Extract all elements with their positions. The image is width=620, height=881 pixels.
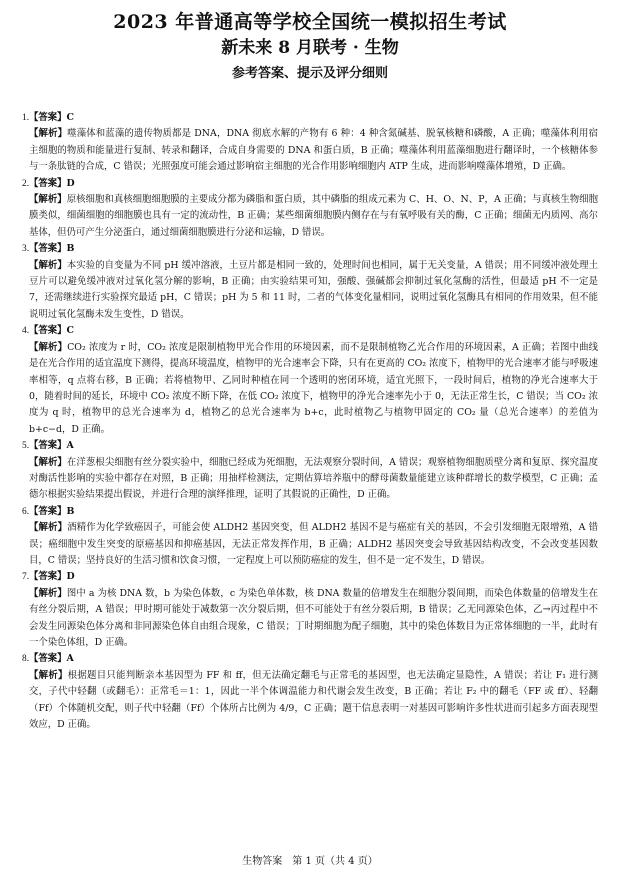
analysis-label: 【解析】 [29, 587, 67, 599]
analysis-label: 【解析】 [29, 259, 67, 271]
analysis-label: 【解析】 [29, 456, 67, 468]
exam-subtitle: 新未来 8 月联考 · 生物 [221, 38, 399, 58]
answer-label: 【答案】D [29, 571, 75, 583]
analysis-text: CO₂ 浓度为 r 时，CO₂ 浓度是限制植物甲光合作用的环境因素，而不是限制植物乙光合作用的环境因素，A 正确；若图中曲线是在光合作用的适宜温度下测得，提高环境温度，植物甲的光合速率会下降，只有在更高的 CO₂ 浓度下，植物甲的光合速率才能与呼吸速率相等，q 点将右移，B 正确；若将植物甲、乙同时种植在同一个透明的密闭环境，适宜光照下，一段时间后，植物的净光合速率大于 0，随着时间的延长，环境中 CO₂ 浓度不断下降，在低 CO₂ 浓度下，植物甲的净光合速率先小于 0，无法正常生长，C 错误；当 CO₂ 浓度为 q 时，植物甲的总光合速率为 d，植物乙的总光合速率为 b+c，此时植物乙与植物甲固定的 CO₂ 量（总光合速率）的差值为 b+c−d，D 正确。 [29, 341, 598, 435]
analysis-text: 原核细胞和真核细胞细胞膜的主要成分都为磷脂和蛋白质，其中磷脂的组成元素为 C、H、O、N、P，A 正确；与真核生物细胞膜类似，细菌细胞的细胞膜也具有一定的流动性，B 正确；某些细菌细胞膜内侧存在与有氧呼吸有关的酶，C 正确；细菌无内质网、高尔基体，但仍可产生分泌蛋白，通过细菌细胞膜进行分泌和运输，D 错误。 [29, 194, 598, 238]
answer-label: 【答案】C [29, 325, 74, 337]
question-number: 1. [22, 113, 30, 123]
answer-label: 【答案】B [29, 243, 75, 255]
exam-title: 2023 年普通高等学校全国统一模拟招生考试 [113, 11, 507, 33]
question-number: 8. [22, 654, 30, 665]
analysis-label: 【解析】 [29, 194, 67, 206]
page-footer: 生物答案 第 1 页（共 4 页） [242, 856, 378, 867]
answer-item-8 [22, 651, 598, 733]
analysis-text: 本实验的自变量为不同 pH 缓冲溶液，土豆片都是相同一致的，处理时间也相同，属于无关变量，A 错误；用不同缓冲液处理土豆片可以避免缓冲液对过氧化氢分解的影响，B 正确；由实验结果可知，强酸、强碱都会抑制过氧化氢酶的活性，但最适 pH 不一定是 7，还需继续进行实验探究最适 pH，C 错误；pH 为 5 和 11 时，二者的气体变化量相同，说明过氧化氢酶具有相同的作用效果，但不能说明过氧化氢酶未发生变性，D 错误。 [29, 259, 598, 320]
analysis-text: 根据题目只能判断亲本基因型为 FF 和 ff，但无法确定翻毛与正常毛的基因型，也无法确定显隐性，A 错误；若让 F₁ 进行测交，子代中轻翻（或翻毛）：正常毛＝1：1，因此一半个体调温能力和代谢会发生改变，B 正确；若让 F₂ 中的翻毛（FF 或 ff）、轻翻（Ff）个体随机交配，则子代中轻翻（Ff）个体所占比例为 4/9，C 正确；题干信息表明一对基因可影响许多性状进而引起多方面表现型效应，D 正确。 [29, 669, 598, 731]
question-number: 7. [22, 572, 30, 583]
answer-label: 【答案】A [29, 440, 74, 452]
answer-item-1 [22, 110, 598, 176]
analysis-text: 噬藻体和蓝藻的遗传物质都是 DNA，DNA 彻底水解的产物有 6 种：4 种含氮碱基、脱氧核糖和磷酸，A 正确；噬藻体利用宿主细胞的物质和能量进行复制、转录和翻译，合成自身需要的 DNA 和蛋白质，B 正确；噬藻体利用蓝藻细胞进行翻译时，一个核糖体参与一条肽链的合成，C 错误；光照强度可能会通过影响宿主细胞的光合作用影响细胞内 ATP 生成，进而影响噬藻体增殖，D 正确。 [29, 128, 598, 173]
analysis-text: 图中 a 为核 DNA 数，b 为染色体数，c 为染色单体数，核 DNA 数量的倍增发生在细胞分裂间期，而染色体数量的倍增发生在有丝分裂后期，A 错误；甲时期可能处于减数第一次分裂后期，但不可能处于有丝分裂后期，B 错误；乙无同源染色体，乙→丙过程中不会发生同源染色体分离和非同源染色体自由组合现象，C 错误；丁时期细胞为配子细胞，其中的染色体数目为正常体细胞的一半，此时有一个染色体组，D 正确。 [29, 587, 598, 648]
analysis-label: 【解析】 [29, 522, 68, 534]
analysis-label: 【解析】 [29, 341, 68, 353]
analysis-text: 在洋葱根尖细胞有丝分裂实验中，细胞已经成为死细胞，无法观察分裂时间，A 错误；观察植物细胞质壁分离和复原、探究温度对酶活性影响的实验中都存在对照，B 正确；用抽样检测法，定期估算培养瓶中的酵母菌数量能建立该种群增长的数学模型，C 正确；孟德尔根据实验结果提出假说，并进行合理的演绎推理，证明了其假说的正确性，D 正确。 [29, 456, 598, 501]
answer-item-6 [22, 504, 598, 570]
answer-item-7 [22, 569, 598, 651]
answer-label: 【答案】D [29, 177, 75, 189]
answer-label: 【答案】C [29, 112, 74, 123]
answer-list [22, 110, 598, 733]
answer-key-heading: 参考答案、提示及评分细则 [231, 66, 388, 81]
answer-item-5 [22, 438, 598, 504]
analysis-label: 【解析】 [29, 128, 68, 140]
question-number: 5. [22, 441, 30, 452]
analysis-text: 酒精作为化学致癌因子，可能会使 ALDH2 基因突变，但 ALDH2 基因不是与癌症有关的基因，不会引发细胞无限增殖，A 错误；癌细胞中发生突变的原癌基因和抑癌基因，无法正常发挥作用，B 正确；ALDH2 基因突变会导致基因结构改变，不会改变基因数目，C 错误；坚持良好的生活习惯和饮食习惯，一定程度上可以预防癌症的发生，但不是一定不发生，D 错误。 [29, 522, 598, 566]
question-number: 6. [22, 506, 30, 517]
answer-label: 【答案】A [29, 653, 74, 665]
answer-item-4 [22, 323, 598, 438]
question-number: 3. [22, 244, 30, 255]
answer-label: 【答案】B [29, 505, 75, 517]
analysis-label: 【解析】 [29, 669, 68, 681]
question-number: 2. [22, 178, 30, 189]
answer-item-3 [22, 241, 598, 323]
question-number: 4. [22, 326, 30, 337]
answer-item-2 [22, 176, 598, 242]
